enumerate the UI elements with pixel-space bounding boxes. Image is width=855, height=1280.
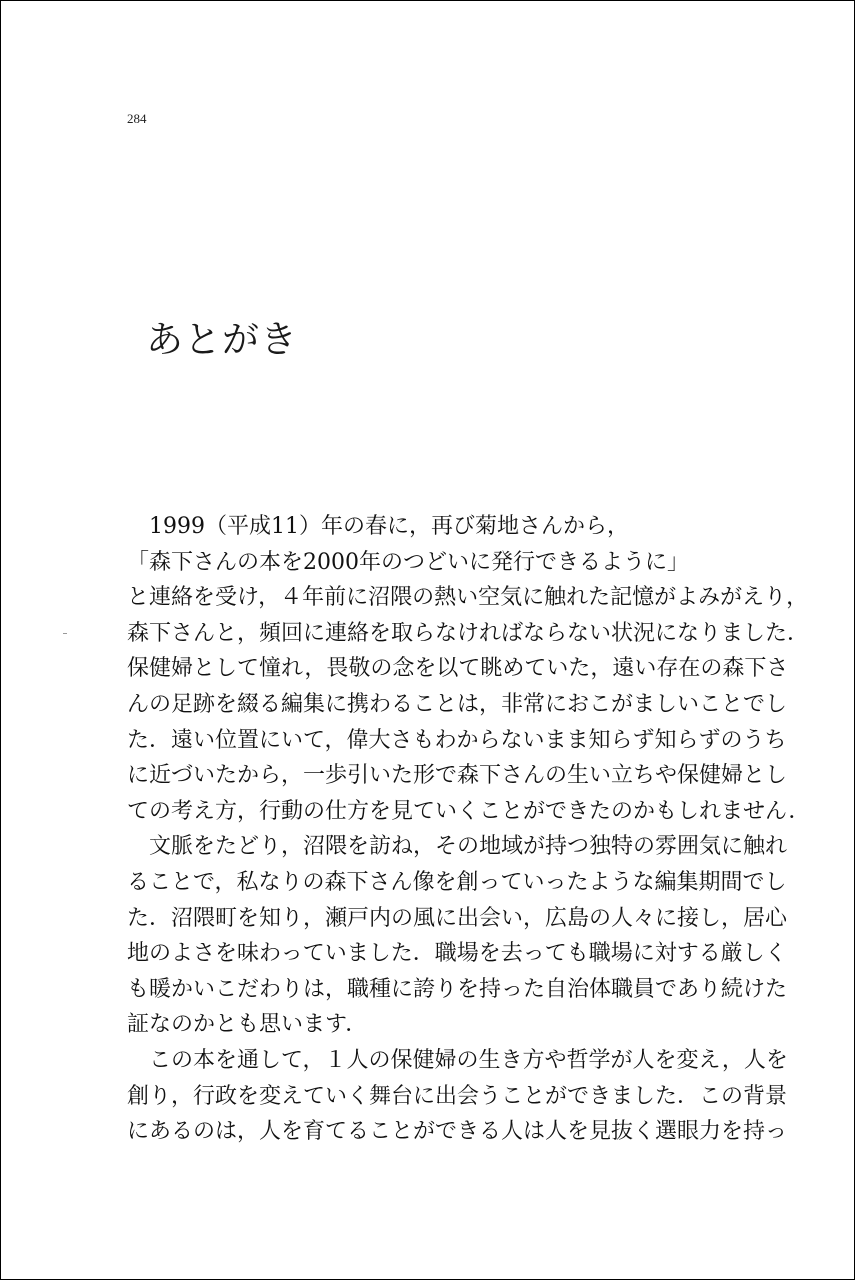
text-line: んの足跡を綴る編集に携わることは，非常におこがましいことでし (127, 691, 788, 717)
text-line: 証なのかとも思います． (127, 1012, 368, 1038)
chapter-title: あとがき (146, 318, 298, 361)
body-text (127, 509, 811, 1150)
text-line: た．遠い位置にいて，偉大さもわからないまま知らず知らずのうち (127, 727, 787, 753)
text-line: と連絡を受け，４年前に沼隈の熱い空気に触れた記憶がよみがえり， (127, 585, 809, 611)
text-line: 文脈をたどり，沼隈を訪ね，その地域が持つ独特の雰囲気に触れ (127, 834, 788, 860)
text-line: ることで，私なりの森下さん像を創っていったような編集期間でし (127, 869, 787, 895)
page-number: 284 (127, 111, 147, 126)
text-line: 創り，行政を変えていく舞台に出会うことができました．この背景 (127, 1083, 788, 1109)
text-line: この本を通して，１人の保健婦の生き方や哲学が人を変え，人を (127, 1047, 788, 1073)
text-line: 森下さんと，頻回に連絡を取らなければならない状況になりました． (127, 620, 810, 646)
text-line: に近づいたから，一歩引いた形で森下さんの生い立ちや保健婦とし (127, 763, 788, 789)
text-line: にあるのは，人を育てることができる人は人を見抜く選眼力を持っ (127, 1119, 788, 1145)
text-line: ての考え方，行動の仕方を見ていくことができたのかもしれません． (127, 798, 811, 824)
text-line: も暖かいこだわりは，職種に誇りを持った自治体職員であり続けた (127, 976, 788, 1002)
text-line: た．沼隈町を知り，瀬戸内の風に出会い，広島の人々に接し，居心 (127, 905, 788, 931)
text-line: 1999（平成11）年の春に，再び菊地さんから， (127, 514, 629, 539)
text-line: 「森下さんの本を2000年のつどいに発行できるように」 (127, 549, 689, 575)
text-line: 地のよさを味わっていました．職場を去っても職場に対する厳しく (127, 941, 787, 967)
margin-mark (63, 633, 67, 634)
text-line: 保健婦として憧れ，畏敬の念を以て眺めていた，遠い存在の森下さ (127, 656, 789, 682)
